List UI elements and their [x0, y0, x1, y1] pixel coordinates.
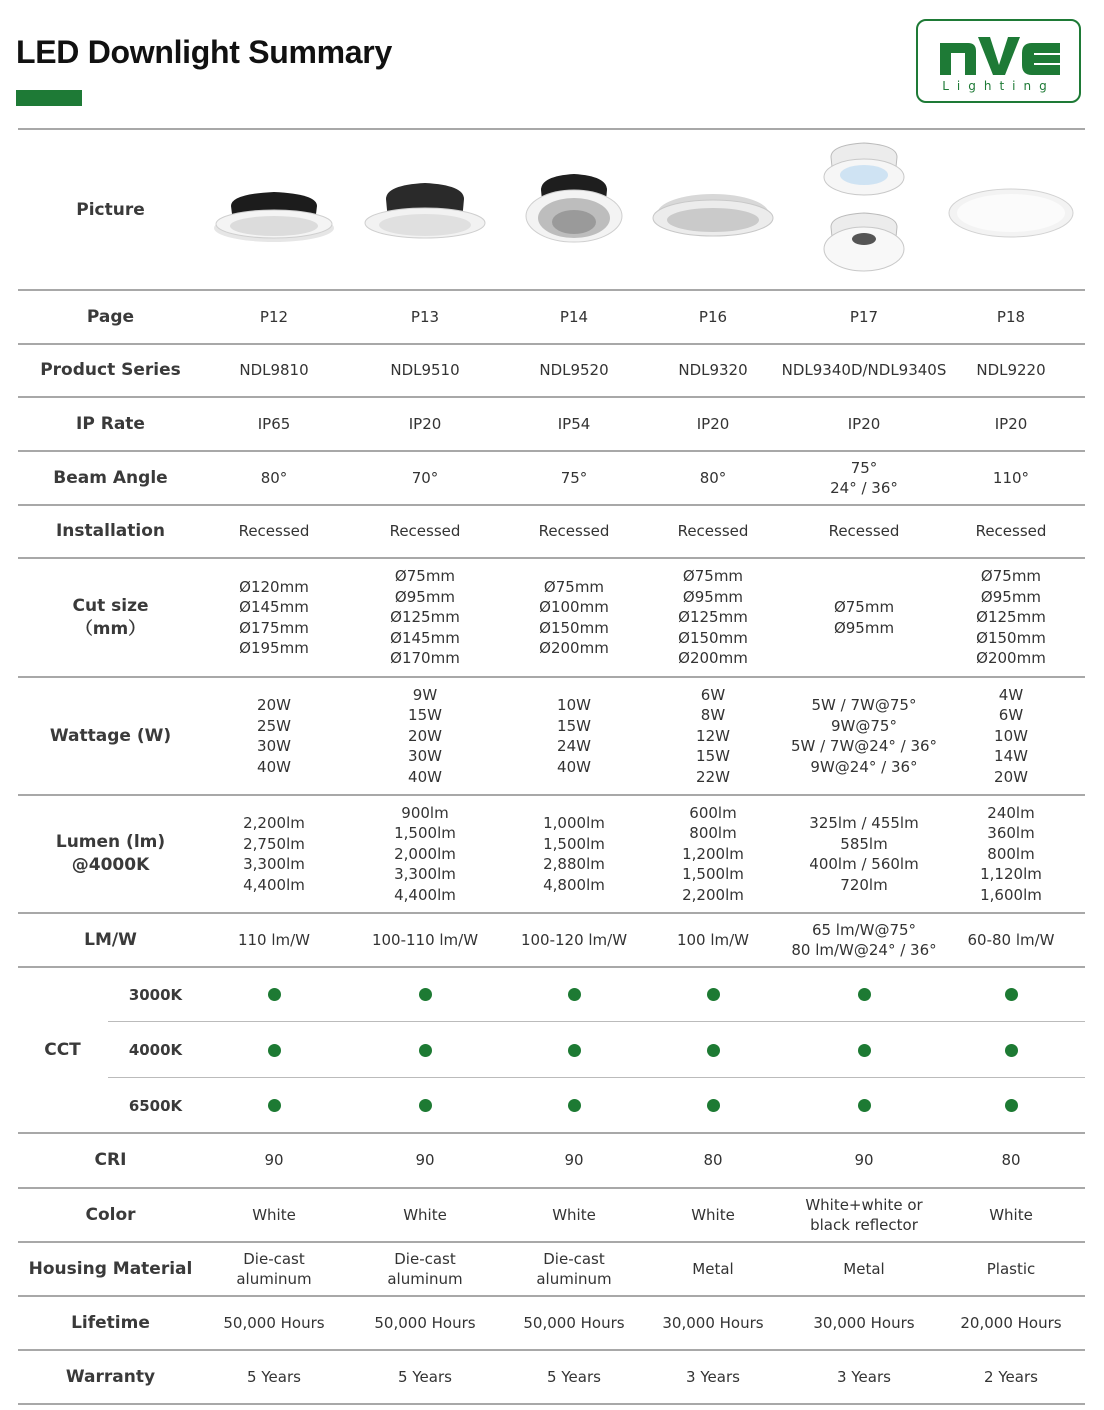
cell-series: NDL9220 — [976, 361, 1046, 380]
downlight-black-trim-icon — [199, 130, 349, 290]
cell-housing: Metal — [692, 1259, 734, 1278]
cell-install: Recessed — [828, 522, 900, 541]
cell-ip: IP20 — [408, 414, 442, 433]
cell-lmw: 110 lm/W — [237, 930, 311, 949]
cct-available-dot — [858, 1044, 871, 1057]
cell-housing: Die-cast aluminum — [387, 1249, 463, 1288]
cct-available-dot — [268, 1099, 281, 1112]
cct-cell — [350, 1022, 500, 1078]
cell-cut: Ø75mm Ø95mm Ø125mm Ø145mm Ø170mm — [390, 567, 460, 668]
cell-beam: 75° 24° / 36° — [830, 458, 898, 497]
cell-lifetime: 50,000 Hours — [374, 1313, 476, 1332]
cell-install: Recessed — [389, 522, 461, 541]
cct-cell — [638, 1022, 788, 1078]
cct-available-dot — [707, 1044, 720, 1057]
row-label-cct-6500: 6500K — [128, 1096, 183, 1115]
cell-lifetime: 30,000 Hours — [813, 1313, 915, 1332]
cell-watt: 9W 15W 20W 30W 40W — [408, 685, 442, 786]
row-label-page: Page — [86, 306, 135, 327]
cell-lumen: 600lm 800lm 1,200lm 1,500lm 2,200lm — [682, 803, 744, 904]
cell-page: P13 — [410, 307, 440, 326]
cell-lumen: 240lm 360lm 800lm 1,120lm 1,600lm — [980, 803, 1042, 904]
cell-ip: IP20 — [696, 414, 730, 433]
cct-cell — [199, 1022, 349, 1078]
cct-available-dot — [1005, 988, 1018, 1001]
cell-cri: 90 — [854, 1151, 874, 1170]
cell-beam: 75° — [560, 468, 588, 487]
cell-color: White — [691, 1205, 735, 1224]
cell-housing: Die-cast aluminum — [236, 1249, 312, 1288]
cct-cell — [789, 967, 939, 1022]
brand-logo — [916, 19, 1081, 103]
cell-page: P14 — [559, 307, 589, 326]
cell-warranty: 5 Years — [398, 1367, 452, 1386]
cell-watt: 6W 8W 12W 15W 22W — [696, 685, 730, 786]
cell-lmw: 100-110 lm/W — [371, 930, 479, 949]
cell-cut: Ø75mm Ø100mm Ø150mm Ø200mm — [539, 577, 609, 657]
cell-cri: 80 — [1001, 1151, 1021, 1170]
cell-lumen: 1,000lm 1,500lm 2,880lm 4,800lm — [543, 814, 605, 894]
nvc-logo-mark — [938, 31, 1063, 81]
cell-watt: 20W 25W 30W 40W — [257, 696, 291, 776]
row-label-cct-3000: 3000K — [128, 985, 183, 1004]
downlight-panel-icon — [936, 130, 1086, 290]
title-accent-bar — [16, 90, 82, 106]
cell-ip: IP65 — [257, 414, 291, 433]
cct-cell — [789, 1078, 939, 1133]
downlight-flat-silver-icon — [638, 130, 788, 290]
downlight-reflector-icon — [499, 130, 649, 290]
row-label-ip: IP Rate — [76, 413, 145, 434]
row-label-series: Product Series — [40, 360, 181, 380]
cct-available-dot — [419, 1099, 432, 1112]
cct-available-dot — [568, 1044, 581, 1057]
cct-available-dot — [419, 1044, 432, 1057]
cell-beam: 80° — [260, 468, 288, 487]
row-label-housing: Housing Material — [28, 1258, 193, 1279]
row-label-cct-4000: 4000K — [128, 1041, 183, 1059]
cct-cell — [499, 1078, 649, 1133]
row-label-cct: CCT — [44, 1040, 81, 1060]
cct-cell — [499, 967, 649, 1022]
cell-watt: 4W 6W 10W 14W 20W — [994, 685, 1028, 786]
row-label-warranty: Warranty — [65, 1366, 156, 1387]
cell-lifetime: 50,000 Hours — [223, 1313, 325, 1332]
cell-lumen: 2,200lm 2,750lm 3,300lm 4,400lm — [243, 814, 305, 894]
cct-cell — [350, 1078, 500, 1133]
cct-cell — [936, 967, 1086, 1022]
cell-watt: 5W / 7W@75° 9W@75° 5W / 7W@24° / 36° 9W@24° / 36° — [790, 696, 938, 776]
row-label-picture: Picture — [76, 199, 145, 220]
cct-available-dot — [858, 988, 871, 1001]
cell-lifetime: 50,000 Hours — [523, 1313, 625, 1332]
cell-color: White — [989, 1205, 1033, 1224]
downlight-pair-icon — [789, 130, 939, 290]
row-label-cri: CRI — [94, 1150, 127, 1170]
cell-page: P18 — [996, 307, 1026, 326]
cct-cell — [499, 1022, 649, 1078]
cell-color: White — [252, 1205, 296, 1224]
row-label-watt: Wattage (W) — [49, 725, 172, 746]
cct-available-dot — [858, 1099, 871, 1112]
cct-cell — [789, 1022, 939, 1078]
cct-available-dot — [707, 1099, 720, 1112]
cell-page: P17 — [849, 307, 879, 326]
cell-page: P12 — [259, 307, 289, 326]
row-label-color: Color — [85, 1204, 136, 1225]
cell-cri: 80 — [703, 1151, 723, 1170]
row-label-lumen: Lumen (lm) @4000K — [55, 832, 166, 875]
cell-cut: Ø75mm Ø95mm Ø125mm Ø150mm Ø200mm — [976, 567, 1046, 668]
cell-beam: 110° — [992, 468, 1030, 487]
cell-lifetime: 20,000 Hours — [960, 1313, 1062, 1332]
row-label-install: Installation — [55, 521, 165, 541]
cell-page: P16 — [698, 307, 728, 326]
cell-housing: Metal — [843, 1259, 885, 1278]
cell-ip: IP20 — [994, 414, 1028, 433]
cell-housing: Plastic — [986, 1259, 1036, 1278]
downlight-white-lens-icon — [350, 130, 500, 290]
cell-install: Recessed — [538, 522, 610, 541]
cct-cell — [638, 1078, 788, 1133]
row-label-beam: Beam Angle — [53, 467, 168, 488]
cell-lumen: 325lm / 455lm 585lm 400lm / 560lm 720lm — [809, 814, 919, 894]
cell-beam: 80° — [699, 468, 727, 487]
cell-series: NDL9510 — [390, 361, 460, 380]
cell-ip: IP54 — [557, 414, 591, 433]
cct-available-dot — [419, 988, 432, 1001]
cell-lumen: 900lm 1,500lm 2,000lm 3,300lm 4,400lm — [394, 803, 456, 904]
cell-series: NDL9810 — [239, 361, 309, 380]
cell-cut: Ø75mm Ø95mm — [833, 598, 895, 637]
cell-color: White — [552, 1205, 596, 1224]
cell-housing: Die-cast aluminum — [536, 1249, 612, 1288]
cct-cell — [199, 967, 349, 1022]
cell-ip: IP20 — [847, 414, 881, 433]
cell-warranty: 3 Years — [686, 1367, 740, 1386]
cell-series: NDL9520 — [539, 361, 609, 380]
cell-color: White+white or black reflector — [805, 1195, 923, 1234]
cell-cri: 90 — [264, 1151, 284, 1170]
cct-available-dot — [1005, 1099, 1018, 1112]
cell-lifetime: 30,000 Hours — [662, 1313, 764, 1332]
cct-available-dot — [707, 988, 720, 1001]
cell-warranty: 3 Years — [837, 1367, 891, 1386]
page-title: LED Downlight Summary — [16, 34, 392, 70]
cct-available-dot — [268, 988, 281, 1001]
cell-cut: Ø75mm Ø95mm Ø125mm Ø150mm Ø200mm — [678, 567, 748, 668]
cell-install: Recessed — [975, 522, 1047, 541]
row-label-lifetime: Lifetime — [71, 1312, 150, 1333]
cell-lmw: 100-120 lm/W — [520, 930, 628, 949]
cct-cell — [199, 1078, 349, 1133]
cell-cri: 90 — [415, 1151, 435, 1170]
cell-cri: 90 — [564, 1151, 584, 1170]
row-label-lmw: LM/W — [84, 929, 137, 950]
cell-lmw: 100 lm/W — [676, 930, 750, 949]
cell-install: Recessed — [677, 522, 749, 541]
row-label-cut: Cut size （mm） — [72, 595, 149, 639]
cct-cell — [350, 967, 500, 1022]
cct-cell — [936, 1022, 1086, 1078]
cell-watt: 10W 15W 24W 40W — [557, 696, 591, 776]
cell-warranty: 2 Years — [984, 1367, 1038, 1386]
cct-cell — [936, 1078, 1086, 1133]
cct-available-dot — [568, 988, 581, 1001]
cell-lmw: 65 lm/W@75° 80 lm/W@24° / 36° — [791, 920, 937, 959]
cell-warranty: 5 Years — [547, 1367, 601, 1386]
logo-subtitle: Lighting — [942, 79, 1055, 93]
cct-cell — [638, 967, 788, 1022]
cct-available-dot — [568, 1099, 581, 1112]
cell-beam: 70° — [411, 468, 439, 487]
cell-install: Recessed — [238, 522, 310, 541]
cell-warranty: 5 Years — [247, 1367, 301, 1386]
cell-cut: Ø120mm Ø145mm Ø175mm Ø195mm — [239, 577, 309, 657]
cct-available-dot — [268, 1044, 281, 1057]
cell-series: NDL9340D/NDL9340S — [781, 361, 947, 380]
cell-lmw: 60-80 lm/W — [967, 930, 1055, 949]
cct-available-dot — [1005, 1044, 1018, 1057]
cell-series: NDL9320 — [678, 361, 748, 380]
cell-color: White — [403, 1205, 447, 1224]
